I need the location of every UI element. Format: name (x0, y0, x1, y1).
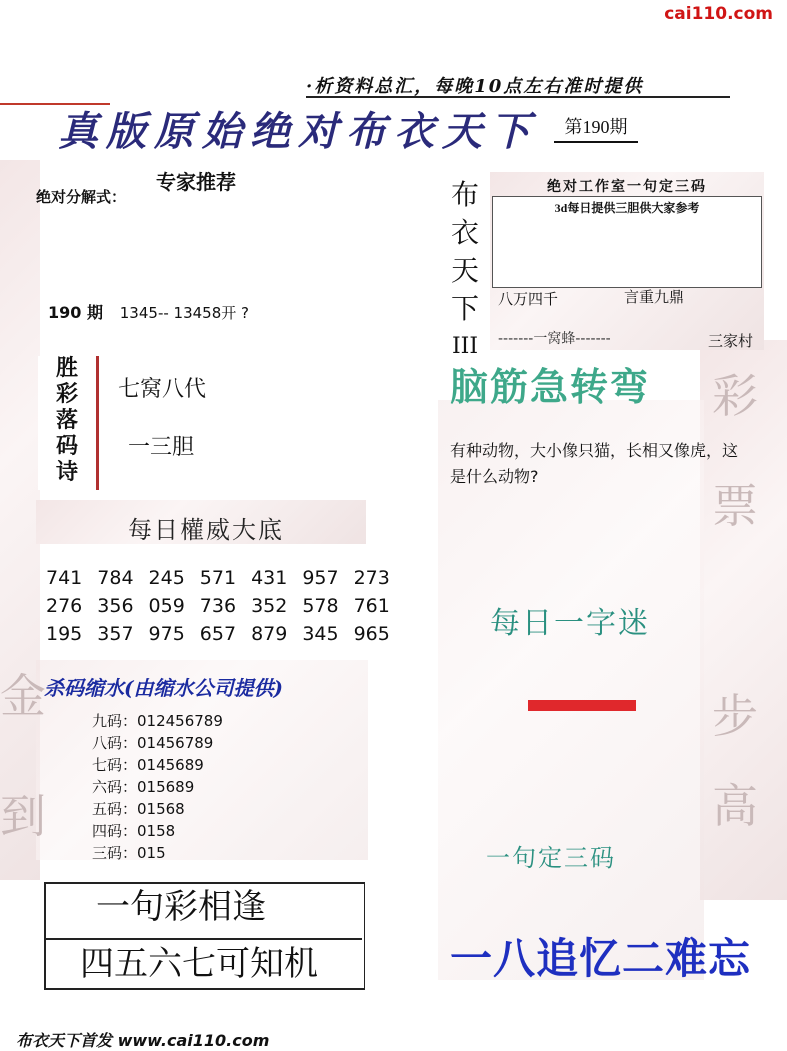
poem-line-2: 一三胆 (128, 435, 195, 460)
studio-title: 绝对工作室一句定三码 (547, 179, 707, 195)
poem-side-char: 彩 (55, 382, 78, 407)
left-bg-art (0, 160, 40, 880)
number-row (46, 564, 390, 592)
hint-4: 三家村 (708, 332, 754, 350)
poem-side-char: 胜 (55, 356, 78, 381)
authority-title: 每日權威大底 (128, 516, 284, 544)
page-title: 真版原始绝对布衣天下 (58, 108, 538, 155)
footer-text: 布衣天下首发 www.cai110.com (16, 1031, 270, 1050)
vertical-title-char: 下 (450, 292, 479, 325)
code-item: 八码：01456789 (92, 734, 214, 752)
number-cell: 356 (97, 595, 134, 617)
number-cell: 345 (302, 623, 339, 645)
poem-box (38, 356, 364, 490)
code-item: 九码：012456789 (92, 712, 223, 730)
number-cell: 059 (148, 595, 185, 617)
phrase-line: 四五六七可知机 (46, 938, 362, 988)
number-cell: 784 (97, 567, 134, 589)
vertical-title-char: 天 (450, 254, 479, 287)
number-cell: 431 (251, 567, 288, 589)
number-cell: 276 (46, 595, 83, 617)
deco-char: 到 (0, 789, 46, 843)
code-item: 三码：015 (92, 844, 166, 862)
period-number: 190 期 (48, 303, 103, 322)
one-sentence-title: 一句定三码 (486, 844, 616, 872)
poem-side-char: 落 (55, 408, 78, 433)
vertical-title (446, 176, 484, 366)
code-item: 七码：0145689 (92, 756, 204, 774)
vertical-title-char: 衣 (450, 216, 479, 249)
daily-word-title: 每日一字迷 (490, 606, 650, 641)
studio-inner-box (492, 196, 762, 288)
code-list (92, 710, 242, 860)
deco-char: 票 (712, 479, 758, 533)
period-line (40, 296, 362, 330)
code-item: 五码：01568 (92, 800, 185, 818)
brain-teaser-title: 脑筋急转弯 (450, 365, 651, 409)
recall-text: 一八追忆二难忘 (450, 934, 752, 983)
number-cell: 975 (148, 623, 185, 645)
deco-char: 彩 (712, 369, 758, 423)
poem-line-1: 七窝八代 (118, 377, 207, 402)
vertical-title-char: III (451, 334, 479, 359)
poem-side-char: 码 (55, 434, 78, 459)
number-cell: 357 (97, 623, 134, 645)
number-cell: 578 (302, 595, 339, 617)
number-cell: 741 (46, 567, 83, 589)
poem-side-char: 诗 (55, 460, 78, 485)
phrase-title: 一句彩相逢 (96, 887, 266, 927)
number-cell: 245 (148, 567, 185, 589)
poem-side-title (38, 356, 99, 490)
deco-char: 步 (712, 689, 758, 743)
expert-title: 专家推荐 (156, 170, 236, 194)
riddle-text: 有种动物，大小像只猫，长相又像虎，这是什么动物? (450, 441, 739, 486)
deco-char: 高 (712, 779, 758, 833)
number-cell: 352 (251, 595, 288, 617)
hint-2: 言重九鼎 (624, 288, 685, 306)
hint-1: 八万四千 (498, 290, 559, 308)
number-row (46, 592, 390, 620)
number-cell: 657 (199, 623, 237, 645)
period-text: 1345-- 13458开 ? (119, 304, 249, 322)
number-cell: 195 (46, 623, 83, 645)
number-cell: 571 (199, 567, 237, 589)
number-cell: 273 (353, 567, 390, 589)
studio-subtitle: 3d每日提供三胆供大家参考 (554, 201, 700, 215)
slogan: ·析资料总汇，每晚10点左右准时提供 (306, 72, 730, 98)
deco-char: 金 (0, 669, 46, 723)
red-bar (528, 700, 636, 711)
number-cell: 761 (353, 595, 390, 617)
site-url[interactable]: cai110.com (664, 4, 773, 24)
shrink-title: 杀码缩水(由缩水公司提供) (44, 676, 283, 700)
hint-3: -------一窝蜂------- (498, 331, 611, 347)
formula-label: 绝对分解式： (36, 188, 127, 206)
issue-number: 第190期 (554, 113, 638, 143)
phrase-box (44, 882, 365, 990)
code-item: 六码：015689 (92, 778, 195, 796)
vertical-title-char: 布 (450, 178, 479, 211)
number-row (46, 620, 390, 648)
number-grid (46, 564, 390, 645)
number-cell: 965 (353, 623, 390, 645)
number-cell: 879 (251, 623, 288, 645)
number-cell: 957 (302, 567, 339, 589)
number-cell: 736 (199, 595, 237, 617)
code-item: 四码：0158 (92, 822, 176, 840)
